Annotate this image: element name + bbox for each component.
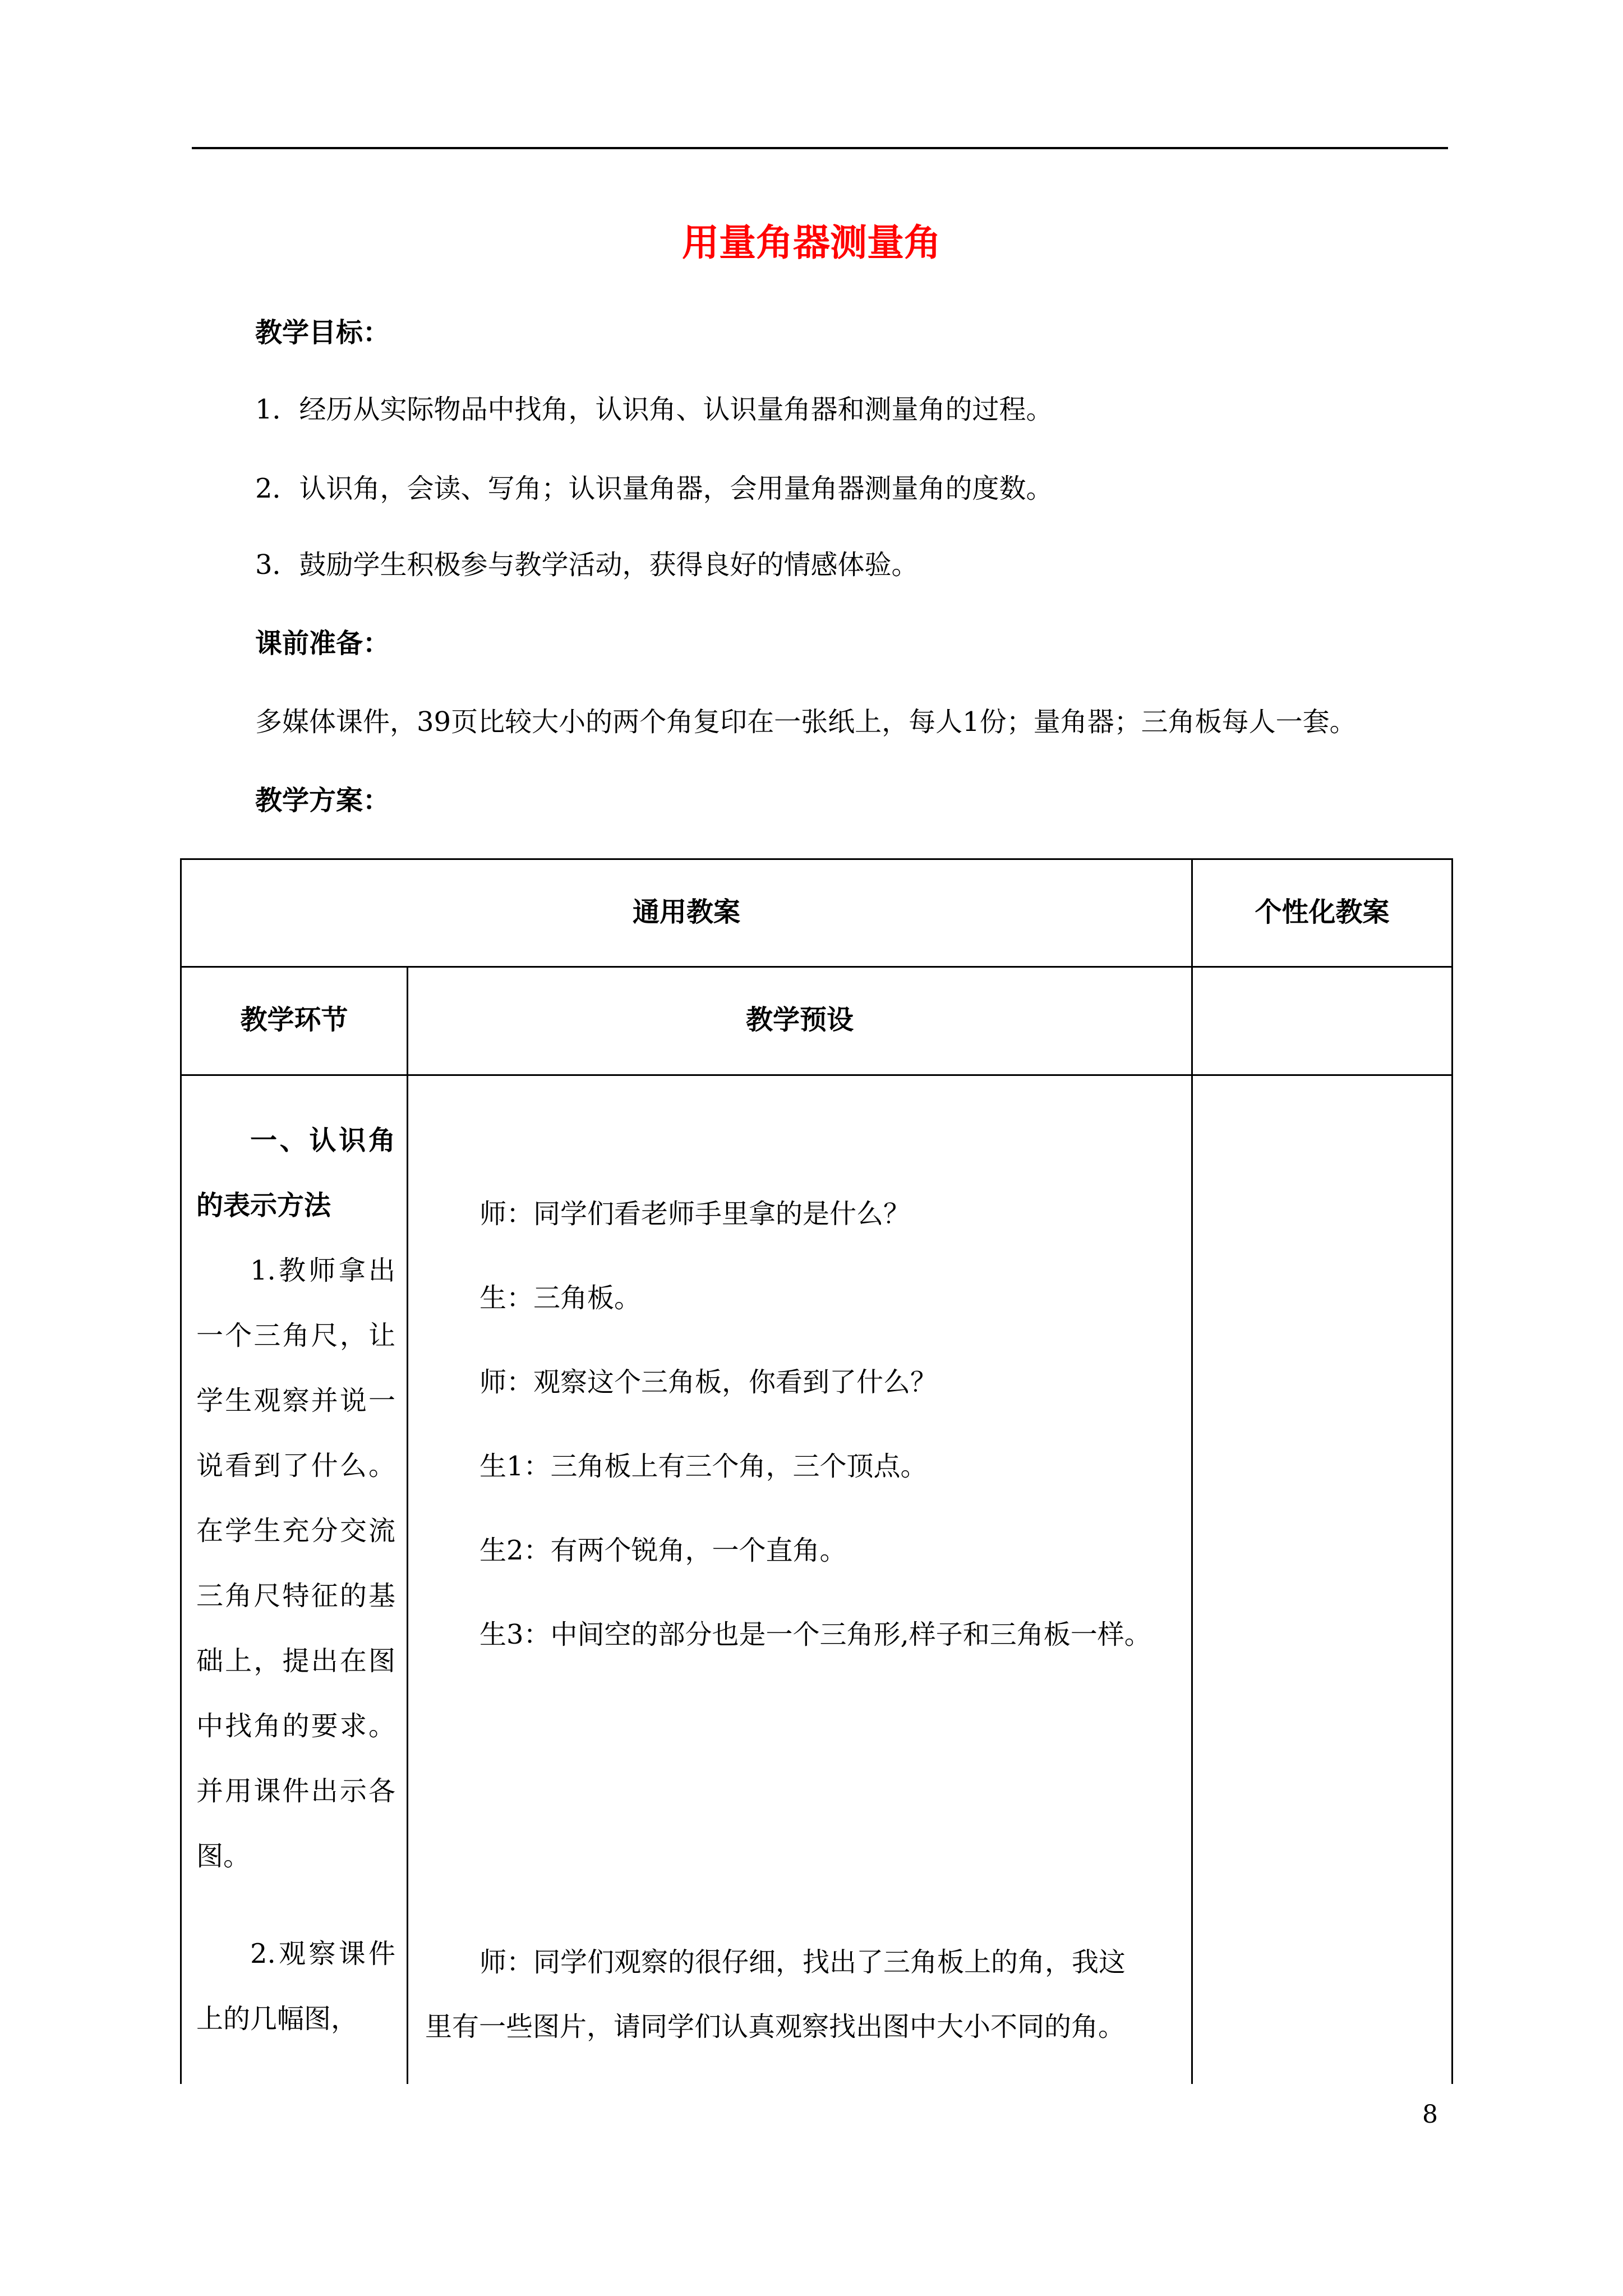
personal-plan-header: 个性化教案	[1255, 896, 1390, 928]
stage-header: 教学环节	[240, 1004, 348, 1036]
page-number: 8	[1422, 2100, 1438, 2129]
objectives-heading: 教学目标：	[255, 317, 390, 348]
objective-1: 1．经历从实际物品中找角，认识角、认识量角器和测量角的过程。	[255, 394, 1053, 425]
dialogue-line: 生：三角板。	[479, 1282, 642, 1314]
table-divider-1	[180, 966, 1453, 968]
dialogue-line: 师：同学们看老师手里拿的是什么？	[479, 1198, 911, 1230]
table-divider-2	[180, 1074, 1453, 1076]
dialogue-line: 生2：有两个锐角，一个直角。	[479, 1535, 847, 1566]
stage-column	[196, 1108, 395, 2051]
prep-heading: 课前准备：	[255, 628, 390, 659]
objective-2: 2．认识角，会读、写角；认识量角器，会用量角器测量角的度数。	[255, 473, 1053, 504]
table-divider-col3	[1191, 858, 1193, 2084]
dialogue-line: 生1：三角板上有三个角，三个顶点。	[479, 1451, 928, 1482]
objective-3: 3．鼓励学生积极参与教学活动，获得良好的情感体验。	[255, 549, 919, 581]
table-border-top	[180, 858, 1453, 860]
table-border-right	[1451, 858, 1453, 2084]
dialogue-line: 师：观察这个三角板，你看到了什么？	[479, 1366, 938, 1398]
dialogue-line: 生3：中间空的部分也是一个三角形,样子和三角板一样。	[479, 1619, 1151, 1650]
table-divider-col1	[407, 966, 408, 2084]
dialogue-line: 里有一些图片，请同学们认真观察找出图中大小不同的角。	[425, 2011, 1126, 2042]
header-rule	[192, 147, 1448, 149]
stage-item-1: 1.教师拿出一个三角尺，让学生观察并说一说看到了什么。在学生充分交流三角尺特征的基础上，提出在图中找角的要求。并用课件出示各图。	[196, 1255, 395, 1872]
dialogue-line: 师：同学们观察的很仔细，找出了三角板上的角，我这	[479, 1947, 1126, 1978]
stage-title: 一、认识角的表示方法	[196, 1125, 395, 1221]
plan-heading: 教学方案：	[255, 785, 390, 816]
general-plan-header: 通用教案	[632, 896, 740, 928]
preset-header: 教学预设	[745, 1004, 854, 1036]
stage-item-2: 2.观察课件上的几幅图，	[196, 1938, 395, 2035]
table-border-left	[180, 858, 182, 2084]
prep-text: 多媒体课件，39页比较大小的两个角复印在一张纸上，每人1份；量角器；三角板每人一套。	[255, 706, 1357, 738]
page-title: 用量角器测量角	[682, 221, 941, 264]
